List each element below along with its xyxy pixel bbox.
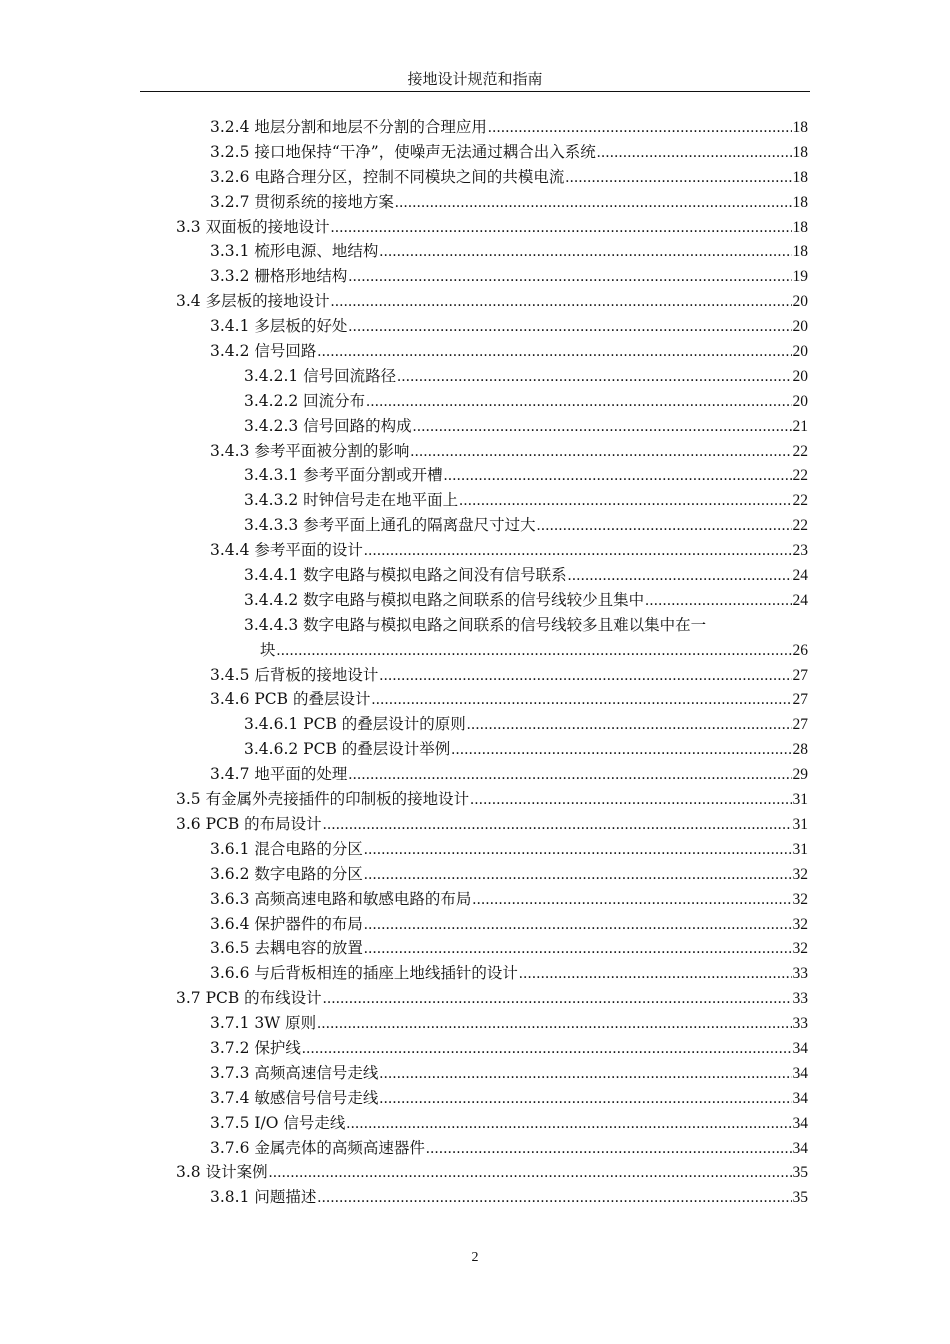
toc-entry-title: 3.7.5 I/O 信号走线 (210, 1113, 346, 1132)
toc-dot-leader (444, 464, 792, 489)
toc-entry-title: 3.6.1 混合电路的分区 (210, 839, 363, 858)
toc-entry-title: 3.4.2.2 回流分布 (244, 391, 366, 410)
toc-dot-leader (323, 987, 792, 1012)
toc-entry-title: 3.7.4 敏感信号信号走线 (210, 1088, 379, 1107)
table-of-contents (176, 115, 808, 1210)
toc-entry-page: 34 (792, 1114, 808, 1132)
toc-dot-leader (277, 639, 792, 664)
toc-entry[interactable] (176, 488, 808, 513)
toc-entry-title: 3.4.7 地平面的处理 (210, 765, 348, 784)
toc-entry-page: 31 (792, 840, 808, 858)
toc-entry-page: 32 (792, 915, 808, 933)
toc-entry-page: 24 (792, 591, 808, 609)
toc-entry[interactable] (176, 1036, 808, 1061)
page-number: 2 (471, 1250, 479, 1265)
toc-entry[interactable] (176, 588, 808, 613)
toc-dot-leader (364, 937, 792, 962)
toc-dot-leader (488, 116, 792, 141)
toc-entry[interactable] (176, 314, 808, 339)
toc-entry[interactable] (176, 986, 808, 1011)
toc-entry-title: 3.6.4 保护器件的布局 (210, 914, 363, 933)
toc-entry[interactable] (176, 289, 808, 314)
toc-entry-title: 3.4.3.1 参考平面分割或开槽 (244, 466, 443, 485)
header-divider (140, 91, 810, 92)
toc-entry-page: 32 (792, 865, 808, 883)
toc-dot-leader (371, 688, 791, 713)
toc-entry-page: 18 (792, 168, 808, 186)
toc-entry[interactable] (176, 1185, 808, 1210)
toc-entry-title: 3.7.2 保护线 (210, 1038, 301, 1057)
toc-entry-title: 3.3 双面板的接地设计 (176, 217, 330, 236)
toc-entry-page: 33 (792, 990, 808, 1008)
toc-entry[interactable] (176, 737, 808, 762)
toc-dot-leader (451, 738, 791, 763)
toc-entry-page: 27 (792, 716, 808, 734)
toc-dot-leader (395, 191, 792, 216)
toc-dot-leader (348, 265, 791, 290)
toc-entry[interactable] (176, 439, 808, 464)
toc-entry-page: 31 (792, 815, 808, 833)
toc-entry-page: 18 (792, 193, 808, 211)
toc-entry-title: 3.4.3.2 时钟信号走在地平面上 (244, 491, 459, 510)
toc-entry[interactable] (176, 787, 808, 812)
toc-entry[interactable] (176, 215, 808, 240)
toc-entry[interactable] (176, 389, 808, 414)
toc-entry-page: 20 (792, 318, 808, 336)
toc-dot-leader (348, 763, 791, 788)
toc-entry-page: 34 (792, 1139, 808, 1157)
toc-dot-leader (331, 216, 792, 241)
toc-dot-leader (269, 1161, 792, 1186)
toc-dot-leader (413, 415, 792, 440)
toc-entry[interactable] (176, 1111, 808, 1136)
toc-entry[interactable] (176, 339, 808, 364)
toc-dot-leader (379, 1087, 791, 1112)
toc-entry-page: 33 (792, 1015, 808, 1033)
toc-dot-leader (364, 863, 792, 888)
toc-entry-page: 22 (792, 492, 808, 510)
toc-dot-leader (379, 1062, 791, 1087)
toc-entry-title: 3.4.1 多层板的好处 (210, 317, 348, 336)
toc-entry-page: 18 (792, 218, 808, 236)
toc-entry[interactable] (176, 638, 808, 663)
toc-dot-leader (317, 340, 791, 365)
toc-entry[interactable] (176, 712, 808, 737)
toc-entry[interactable] (176, 538, 808, 563)
toc-entry-page: 22 (792, 467, 808, 485)
toc-dot-leader (565, 166, 791, 191)
toc-entry-page: 18 (792, 119, 808, 136)
toc-entry[interactable] (176, 1061, 808, 1086)
toc-entry-page: 33 (792, 965, 808, 983)
toc-dot-leader (302, 1037, 792, 1062)
toc-entry-page: 20 (792, 293, 808, 311)
toc-entry-page: 19 (792, 268, 808, 286)
toc-entry[interactable] (176, 1086, 808, 1111)
toc-entry[interactable] (176, 1160, 808, 1185)
toc-dot-leader (426, 1137, 792, 1162)
toc-entry-title: 3.4.2 信号回路 (210, 342, 317, 361)
toc-entry[interactable] (176, 364, 808, 389)
toc-entry[interactable] (176, 463, 808, 488)
toc-dot-leader (597, 141, 792, 166)
toc-entry[interactable] (176, 190, 808, 215)
toc-entry-title: 3.4.3.3 参考平面上通孔的隔离盘尺寸过大 (244, 516, 536, 535)
toc-entry-title: 3.4.4.1 数字电路与模拟电路之间没有信号联系 (244, 566, 567, 585)
toc-entry-title: 3.6.6 与后背板相连的插座上地线插针的设计 (210, 964, 518, 983)
toc-entry-page: 32 (792, 940, 808, 958)
toc-entry[interactable] (176, 837, 808, 862)
toc-entry-title: 3.4.6.1 PCB 的叠层设计的原则 (244, 715, 466, 734)
toc-entry-title: 3.4.2.3 信号回路的构成 (244, 416, 412, 435)
toc-entry-page: 20 (792, 392, 808, 410)
toc-entry-page: 20 (792, 367, 808, 385)
toc-dot-leader (323, 813, 792, 838)
toc-dot-leader (346, 1112, 791, 1137)
toc-entry-page: 29 (792, 766, 808, 784)
toc-entry-title: 3.4.3 参考平面被分割的影响 (210, 441, 410, 460)
toc-entry-title: 3.4.6 PCB 的叠层设计 (210, 690, 371, 709)
toc-entry[interactable] (176, 687, 808, 712)
toc-entry-title: 3.5 有金属外壳接插件的印制板的接地设计 (176, 790, 470, 809)
toc-entry[interactable] (176, 762, 808, 787)
toc-entry-title: 3.2.5 接口地保持“干净”，使噪声无法通过耦合出入系统 (210, 142, 596, 161)
toc-entry-title: 3.3.1 梳形电源、地结构 (210, 242, 379, 261)
toc-entry-page: 18 (792, 143, 808, 161)
toc-entry[interactable] (176, 812, 808, 837)
toc-entry[interactable] (176, 239, 808, 264)
toc-entry-title: 3.4.2.1 信号回流路径 (244, 366, 397, 385)
toc-entry-page: 34 (792, 1064, 808, 1082)
toc-entry-title: 3.6.2 数字电路的分区 (210, 864, 363, 883)
toc-entry[interactable] (176, 663, 808, 688)
toc-dot-leader (379, 240, 791, 265)
toc-dot-leader (472, 888, 791, 913)
toc-entry-title: 3.4 多层板的接地设计 (176, 292, 330, 311)
toc-entry-page: 27 (792, 691, 808, 709)
toc-entry-title: 3.7.6 金属壳体的高频高速器件 (210, 1138, 425, 1157)
toc-entry-title: 3.2.4 地层分割和地层不分割的合理应用 (210, 118, 487, 136)
toc-entry[interactable] (176, 912, 808, 937)
toc-dot-leader (467, 713, 792, 738)
toc-dot-leader (317, 1186, 791, 1211)
toc-entry-title: 3.3.2 栅格形地结构 (210, 267, 348, 286)
toc-entry[interactable] (176, 563, 808, 588)
toc-dot-leader (331, 290, 792, 315)
page-header: 接地设计规范和指南 (407, 70, 543, 88)
toc-dot-leader (397, 365, 791, 390)
toc-entry[interactable] (176, 613, 808, 638)
toc-entry-title: 3.2.7 贯彻系统的接地方案 (210, 192, 394, 211)
toc-entry[interactable] (176, 1136, 808, 1161)
toc-entry-page: 31 (792, 791, 808, 809)
toc-entry-title: 3.4.4 参考平面的设计 (210, 541, 363, 560)
toc-dot-leader (645, 589, 791, 614)
toc-entry-title: 3.4.4.3 数字电路与模拟电路之间联系的信号线较多且难以集中在一 (244, 615, 707, 634)
toc-entry[interactable] (176, 115, 808, 140)
toc-entry-page: 32 (792, 890, 808, 908)
toc-dot-leader (519, 962, 792, 987)
toc-entry-page: 28 (792, 741, 808, 759)
toc-entry-title: 3.6.5 去耦电容的放置 (210, 939, 363, 958)
toc-entry-title: 3.7.3 高频高速信号走线 (210, 1063, 379, 1082)
toc-entry-title: 块 (260, 640, 276, 659)
toc-entry-page: 34 (792, 1089, 808, 1107)
toc-dot-leader (348, 315, 791, 340)
toc-entry-page: 35 (792, 1189, 808, 1207)
toc-entry-title: 3.4.5 后背板的接地设计 (210, 665, 379, 684)
toc-dot-leader (537, 514, 792, 539)
toc-entry[interactable] (176, 264, 808, 289)
toc-entry-title: 3.4.6.2 PCB 的叠层设计举例 (244, 740, 451, 759)
toc-entry-title: 3.6 PCB 的布局设计 (176, 814, 322, 833)
toc-dot-leader (459, 489, 791, 514)
toc-entry-title: 3.6.3 高频高速电路和敏感电路的布局 (210, 889, 472, 908)
toc-entry[interactable] (176, 862, 808, 887)
toc-entry[interactable] (176, 961, 808, 986)
toc-entry[interactable] (176, 414, 808, 439)
toc-entry-page: 24 (792, 567, 808, 585)
toc-entry-title: 3.7.1 3W 原则 (210, 1014, 317, 1033)
toc-entry-page: 27 (792, 666, 808, 684)
toc-entry-page: 18 (792, 243, 808, 261)
toc-entry-page: 20 (792, 343, 808, 361)
toc-entry-title: 3.2.6 电路合理分区，控制不同模块之间的共模电流 (210, 167, 565, 186)
toc-entry-title: 3.4.4.2 数字电路与模拟电路之间联系的信号线较少且集中 (244, 590, 645, 609)
toc-entry[interactable] (176, 887, 808, 912)
toc-entry[interactable] (176, 936, 808, 961)
toc-entry-page: 34 (792, 1039, 808, 1057)
toc-dot-leader (364, 539, 792, 564)
toc-dot-leader (317, 1012, 791, 1037)
toc-entry-page: 35 (792, 1164, 808, 1182)
toc-entry[interactable] (176, 140, 808, 165)
toc-entry-title: 3.7 PCB 的布线设计 (176, 989, 322, 1008)
toc-entry-title: 3.8 设计案例 (176, 1163, 268, 1182)
toc-entry-page: 21 (792, 417, 808, 435)
toc-dot-leader (410, 440, 791, 465)
toc-dot-leader (364, 838, 792, 863)
toc-entry-page: 23 (792, 542, 808, 560)
toc-dot-leader (366, 390, 791, 415)
toc-entry[interactable] (176, 165, 808, 190)
toc-entry[interactable] (176, 513, 808, 538)
toc-dot-leader (364, 913, 792, 938)
toc-entry-title: 3.8.1 问题描述 (210, 1188, 317, 1207)
toc-entry-page: 22 (792, 442, 808, 460)
toc-entry[interactable] (176, 1011, 808, 1036)
toc-entry-page: 26 (792, 641, 808, 659)
toc-dot-leader (470, 788, 791, 813)
toc-entry-page: 22 (792, 517, 808, 535)
toc-dot-leader (568, 564, 792, 589)
toc-dot-leader (379, 664, 791, 689)
